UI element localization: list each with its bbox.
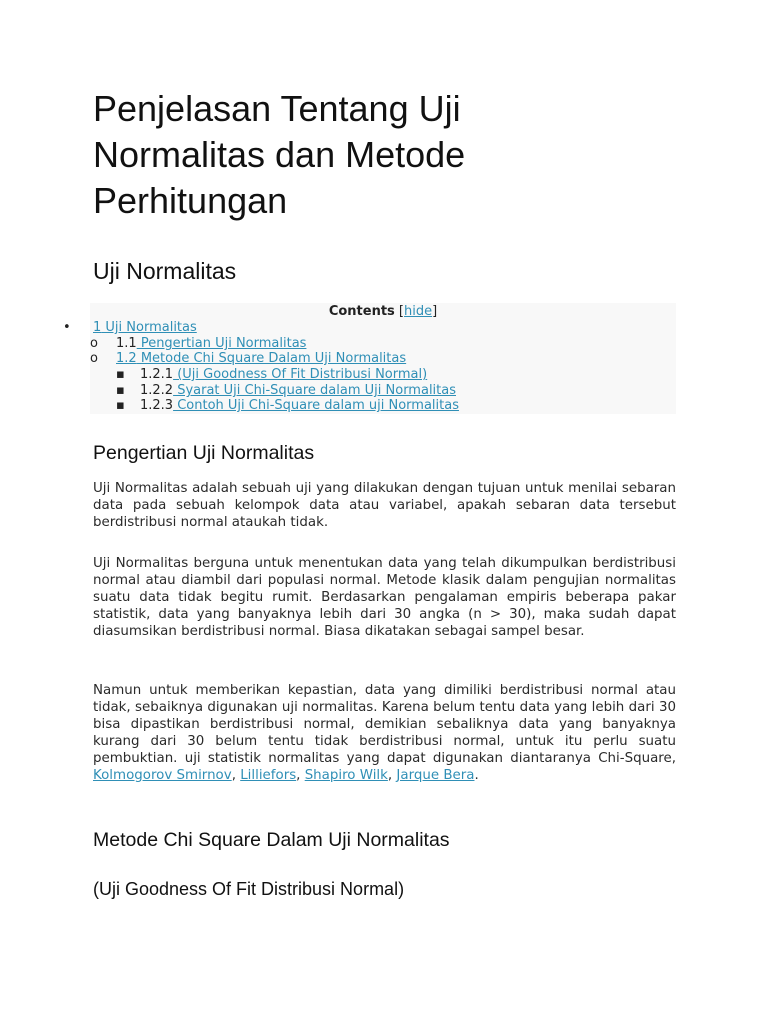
paragraph-end-period: . [474,768,479,783]
toc-item-number: 1 [93,320,102,335]
toc-link-contoh-chi-square[interactable]: Contoh Uji Chi-Square dalam uji Normalitas [173,398,459,413]
link-separator: , [231,768,241,783]
toc-bullet-square-icon: ▪ [116,383,125,398]
section-heading-metode-chi-square: Metode Chi Square Dalam Uji Normalitas [93,829,450,851]
toc-link-goodness-of-fit[interactable]: (Uji Goodness Of Fit Distribusi Normal) [173,367,428,382]
toc-item-1-2-1[interactable] [140,367,427,383]
toc-link-syarat-chi-square[interactable]: Syarat Uji Chi-Square dalam Uji Normalitas [173,383,456,398]
section-heading-uji-normalitas: Uji Normalitas [93,258,237,284]
toc-item-1-2[interactable] [116,351,406,367]
page-title: Penjelasan Tentang Uji Normalitas dan Metode Perhitungan [93,88,466,221]
toc-link-uji-normalitas[interactable] [93,320,197,335]
toc-link-pengertian[interactable]: Pengertian Uji Normalitas [136,336,307,351]
toc-bracket-close: ] [432,304,438,319]
toc-item-1-2-3[interactable] [140,398,459,414]
toc-bullet-square-icon: ▪ [116,367,125,382]
toc-bullet-square-icon: ▪ [116,398,125,413]
link-separator: , [296,768,305,783]
toc-bullet-disc-icon: • [63,320,71,335]
toc-item-number: 1.2 [116,351,137,366]
toc-item-1-2-2[interactable] [140,383,456,399]
toc-item-number: 1.2.3 [140,398,174,413]
toc-hide-link[interactable]: hide [404,304,433,319]
section-heading-goodness-of-fit: (Uji Goodness Of Fit Distribusi Normal) [93,879,405,899]
link-separator: , [387,768,397,783]
toc-item-label: Uji Normalitas [101,320,197,335]
toc-item-1[interactable] [93,320,197,336]
paragraph-methods-text: Namun untuk memberikan kepastian, data yang dimiliki berdistribusi normal atau tidak, sebaiknya digunakan uji normalitas. Karena belum tentu data yang lebih dari 30 bisa dipastikan berdistribusi normal, demikian sebaliknya data yang banyaknya kurang dari 30 belum tentu tidak berdistribusi normal, untuk itu perlu suatu pembuktian. uji statistik normalitas yang dapat digunakan diantaranya Chi-Square, [93,683,676,766]
toc-item-1-1[interactable] [116,336,306,352]
link-kolmogorov-smirnov[interactable]: Kolmogorov Smirnov [93,768,232,783]
paragraph-purpose: Uji Normalitas berguna untuk menentukan data yang telah dikumpulkan berdistribusi normal atau diambil dari populasi normal. Metode klasik dalam pengujian normalitas suatu data tidak begitu rumit. Berdasarkan pengalaman empiris beberapa pakar statistik, data yang banyaknya lebih dari 30 angka (n > 30), maka sudah dapat diasumsikan berdistribusi normal. Biasa dikatakan sebagai sampel besar. [93,556,676,639]
toc-bullet-circle-icon: o [90,351,98,366]
link-lilliefors[interactable]: Lilliefors [240,768,297,783]
paragraph-definition: Uji Normalitas adalah sebuah uji yang dilakukan dengan tujuan untuk menilai sebaran data pada sebuah kelompok data atau variabel, apakah sebaran data tersebut berdistribusi normal ataukah tidak. [93,481,676,530]
toc-item-number: 1.2.2 [140,383,174,398]
paragraph-methods [93,682,676,784]
table-of-contents [63,303,676,414]
toc-item-number: 1.2.1 [140,367,174,382]
toc-header [90,303,676,320]
link-shapiro-wilk[interactable]: Shapiro Wilk [304,768,388,783]
link-jarque-bera[interactable]: Jarque Bera [396,768,475,783]
toc-bullet-circle-icon: o [90,336,98,351]
toc-item-label: Metode Chi Square Dalam Uji Normalitas [136,351,407,366]
toc-link-metode-chi-square[interactable] [116,351,406,366]
toc-bracket-open: [ [398,304,404,319]
toc-item-number: 1.1 [116,336,137,351]
section-heading-pengertian: Pengertian Uji Normalitas [93,442,315,464]
toc-title: Contents [328,304,395,319]
